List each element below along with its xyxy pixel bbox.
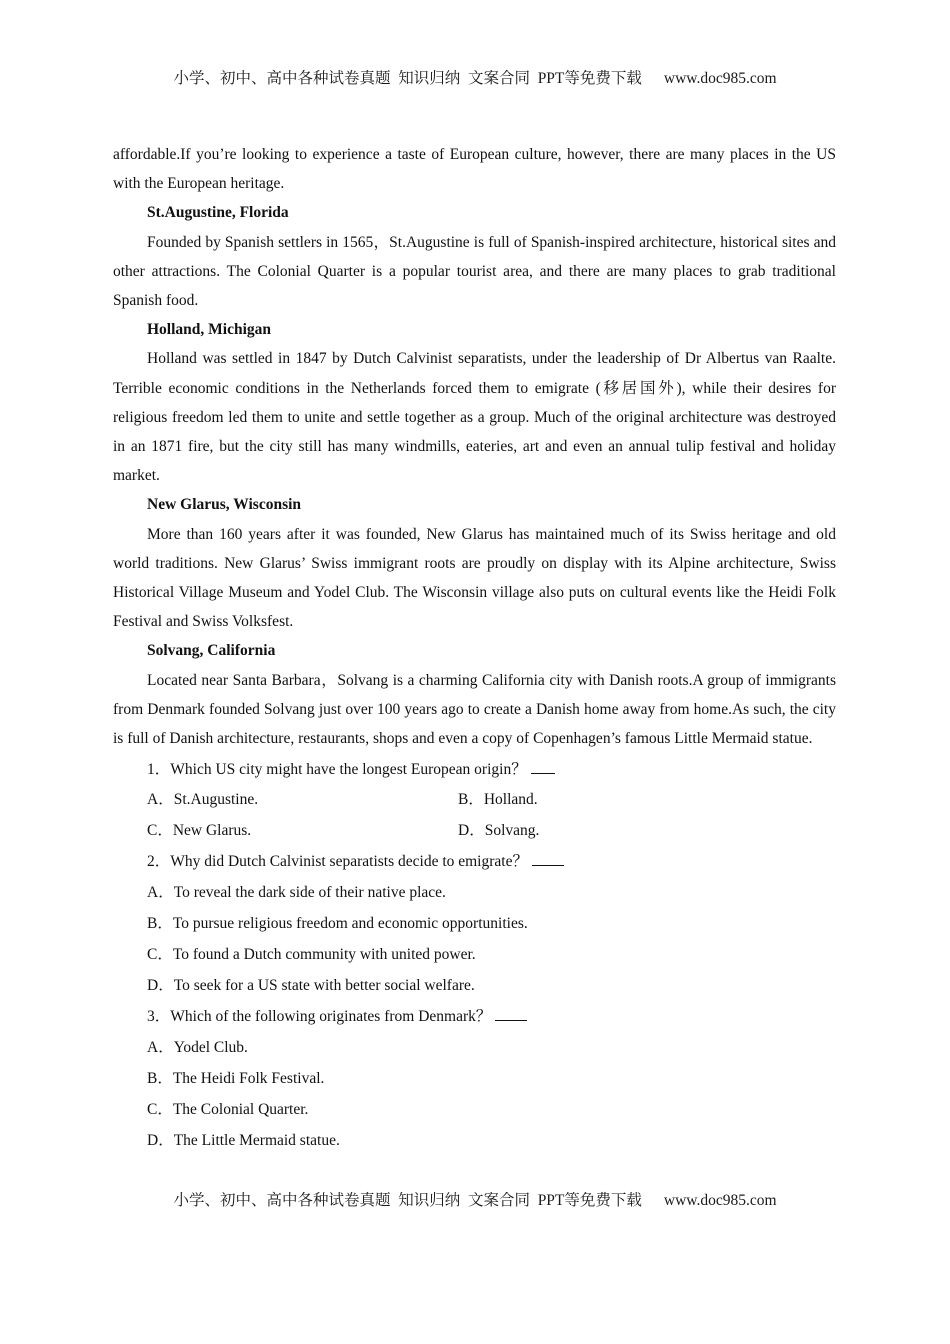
option-b: B．To pursue religious freedom and economic opportunities. — [147, 914, 528, 932]
question-number: 3． — [147, 1007, 171, 1025]
question-3 — [113, 1002, 836, 1031]
page-header — [0, 69, 950, 89]
question-1-options-row-1 — [113, 785, 836, 814]
question-number: 1． — [147, 760, 171, 778]
option-c: C．New Glarus. — [147, 822, 252, 840]
question-1 — [113, 755, 836, 784]
question-text: Which US city might have the longest European origin？ — [170, 760, 527, 778]
section-body-holland: Holland was settled in 1847 by Dutch Calvinist separatists, under the leadership of Dr Albertus van Raalte. Terrible economic conditions in the Netherlands forced them to emigrate (移居国外), while their desires for religious freedom led them to unite and settle together as a group. Much of the original architecture was destroyed in an 1871 fire, but the city still has many windmills, eateries, art and even an annual tulip festival and holiday market. — [113, 350, 836, 485]
answer-blank — [531, 758, 555, 774]
option-d: D．The Little Mermaid statue. — [147, 1131, 340, 1149]
option-a: A．Yodel Club. — [147, 1038, 248, 1056]
section-heading-holland: Holland, Michigan — [147, 321, 272, 339]
option-d: D．To seek for a US state with better social welfare. — [147, 976, 475, 994]
question-number: 2． — [147, 852, 171, 870]
option-c: C．The Colonial Quarter. — [147, 1100, 309, 1118]
option-a: A．To reveal the dark side of their native place. — [147, 883, 446, 901]
question-2 — [113, 847, 836, 876]
header-site: www.doc985.com — [663, 70, 777, 87]
page-footer — [0, 1191, 950, 1211]
answer-blank — [495, 1005, 527, 1021]
footer-site: www.doc985.com — [663, 1192, 777, 1209]
option-b: B．The Heidi Folk Festival. — [147, 1069, 325, 1087]
option-c: C．To found a Dutch community with united power. — [147, 945, 476, 963]
section-body-solvang: Located near Santa Barbara，Solvang is a charming California city with Danish roots.A group of immigrants from Denmark founded Solvang just over 100 years ago to create a Danish home away from home.As such, the city is full of Danish architecture, restaurants, shops and even a copy of Copenhagen’s famous Little Mermaid statue. — [113, 671, 836, 748]
header-text: 小学、初中、高中各种试卷真题 知识归纳 文案合同 PPT等免费下载 — [173, 70, 642, 87]
option-d: D．Solvang. — [458, 822, 540, 840]
document-body — [113, 140, 836, 1155]
option-a: A．St.Augustine. — [147, 791, 259, 809]
section-body-st-augustine: Founded by Spanish settlers in 1565，St.Augustine is full of Spanish-inspired architecture, historical sites and other attractions. The Colonial Quarter is a popular tourist area, and there are many places to grab traditional Spanish food. — [113, 233, 836, 310]
footer-text: 小学、初中、高中各种试卷真题 知识归纳 文案合同 PPT等免费下载 — [173, 1192, 642, 1209]
option-b: B．Holland. — [458, 791, 538, 809]
section-body-new-glarus: More than 160 years after it was founded, New Glarus has maintained much of its Swiss heritage and old world traditions. New Glarus’ Swiss immigrant roots are proudly on display with its Alpine architecture, Swiss Historical Village Museum and Yodel Club. The Wisconsin village also puts on cultural events like the Heidi Folk Festival and Swiss Volksfest. — [113, 525, 836, 631]
question-text: Why did Dutch Calvinist separatists decide to emigrate？ — [170, 852, 528, 870]
section-heading-solvang: Solvang, California — [147, 642, 276, 660]
section-heading-new-glarus: New Glarus, Wisconsin — [147, 496, 302, 514]
question-1-options-row-2 — [113, 816, 836, 845]
intro-paragraph: affordable.If you’re looking to experience a taste of European culture, however, there are many places in the US with the European heritage. — [113, 146, 836, 193]
section-heading-st-augustine: St.Augustine, Florida — [147, 204, 289, 222]
question-text: Which of the following originates from Denmark？ — [170, 1007, 492, 1025]
answer-blank — [532, 850, 564, 866]
